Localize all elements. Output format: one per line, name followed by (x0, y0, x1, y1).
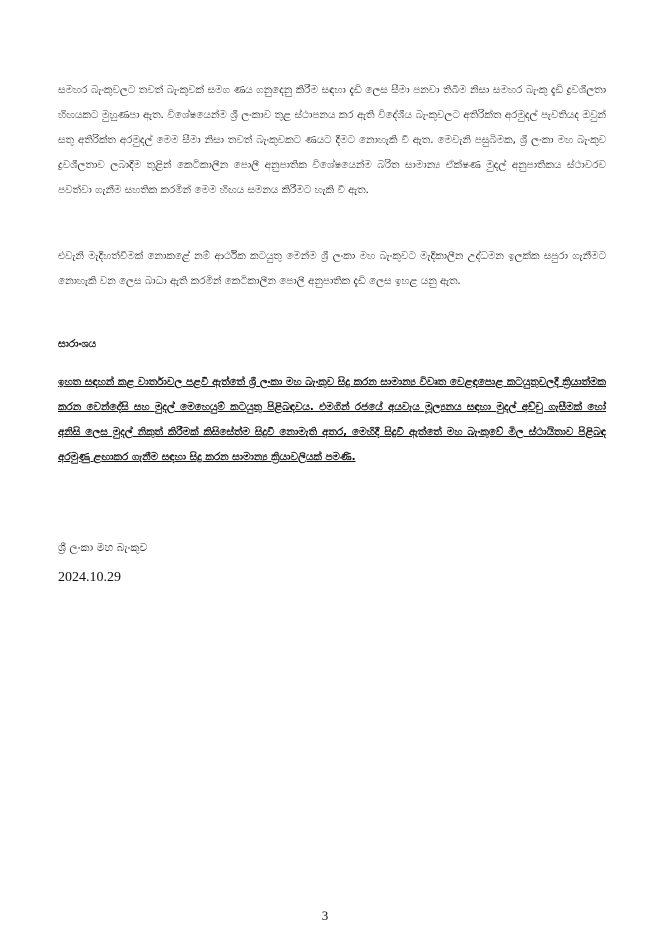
summary-heading: සාරාංශය (58, 338, 97, 350)
page-number: 3 (321, 908, 329, 923)
body-paragraph-2: එවැනි මැදිහත්වීමක් නොකළේ නම් ආර්ථික කටයුතු මෙන්ම ශ්‍රී ලංකා මහ බැංකුවට මැදිකාලීන උද්ධමන ඉලක්ක සපුරා ගැනීමට නොහැකි වන ලෙස බාධා ඇති කරමින් කෙටිකාලීන පොලී අනුපාතික දැඩි ලෙස ඉහළ යනු ඇත. (58, 250, 606, 287)
signature-date: 2024.10.29 (58, 570, 121, 585)
summary-paragraph: ඉහත සඳහන් කළ වාර්තාවල පළවී ඇත්තේ ශ්‍රී ලංකා මහ බැංකුව සිදු කරන සාමාන්‍ය විවෘත වෙළඳපොළ කටයුතුවලදී ක්‍රියාත්මක කරන වෙන්දේසි සහ මුදල් මෙහෙයුම් කටයුතු පිළිබඳවය. එමගින් රජයේ අයවැය මූල්‍යනය සඳහා මුදල් අච්චු ගැසීමක් හෝ අනිසි ලෙස මුදල් නිකුත් කිරීමක් කිසිසේත්ම සිදුවී නොමැති අතර, මෙහිදී සිදුවී ඇත්තේ මහ බැංකුවේ මිල ස්ථායිතාව පිළිබඳ අරමුණු ළඟාකර ගැනීම සඳහා සිදු කරන සාමාන්‍ය ක්‍රියාවලියක් පමණි. (58, 376, 606, 463)
body-paragraph-1: සමහර බැංකුවලට තවත් බැංකුවක් සමග ණය ගනුදෙනු කිරීම සඳහා දැඩි ලෙස සීමා පනවා තිබීම නිසා සමහර බැංකු දැඩි ද්‍රවශීලතා හිඟයකට මුහුණපා ඇත. විශේෂයෙන්ම ශ්‍රී ලංකාව තුළ ස්ථාපනය කර ඇති විදේශීය බැංකුවලට අතිරික්ත අරමුදල් පැවතියද ඔවුන් සතු අතිරික්ත අරමුදල් මෙම සීමා නිසා තවත් බැංකුවකට ණයට දීමට නොහැකි වී ඇත. මෙවැනි පසුබිමක, ශ්‍රී ලංකා මහ බැංකුව ද්‍රවශීලතාව ලබාදීම තුළින් කෙටිකාලීන පොලී අනුපාතික විශේෂයෙන්ම බරිත සාමාන්‍ය ඒක්ෂණ මුදල් අනුපාතිකය ස්ථාවරව පවත්වා ගැනීම සහතික කරමින් මෙම හිඟය සමනය කිරීමට හැකි වී ඇත. (58, 84, 606, 196)
signatory-name: ශ්‍රී ලංකා මහ බැංකුව (58, 541, 148, 554)
